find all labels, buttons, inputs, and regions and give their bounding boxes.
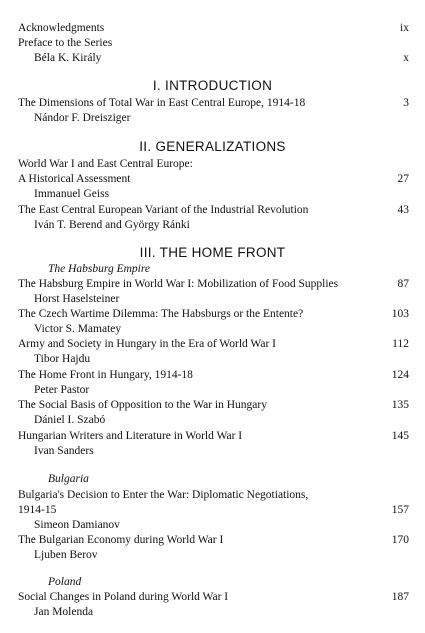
entry-title: Social Changes in Poland during World War I xyxy=(18,591,229,603)
toc-entry[interactable] xyxy=(18,307,409,321)
entry-page: 3 xyxy=(403,97,409,109)
entry-page: 87 xyxy=(397,278,409,290)
subsection-label: Bulgaria xyxy=(48,473,89,485)
subsection-label: Poland xyxy=(48,576,82,588)
toc-entry-author xyxy=(34,413,409,427)
entry-page: 27 xyxy=(397,173,409,185)
toc-entry-acknowledgments[interactable] xyxy=(18,21,409,35)
toc-entry[interactable] xyxy=(18,277,409,291)
entry-author: Nándor F. Dreisziger xyxy=(34,112,131,124)
toc-entry-preface[interactable] xyxy=(18,36,409,50)
section-heading-generalizations: II. GENERALIZATIONS xyxy=(139,139,286,154)
toc-entry-author xyxy=(34,605,409,619)
toc-entry[interactable] xyxy=(18,96,409,110)
subsection-label-habsburg xyxy=(48,262,409,276)
toc-entry-author xyxy=(34,548,409,562)
entry-author: Horst Haselsteiner xyxy=(34,293,120,305)
entry-author: Ljuben Berov xyxy=(34,549,98,561)
toc-entry[interactable] xyxy=(18,337,409,351)
entry-title-line1: World War I and East Central Europe: xyxy=(18,158,193,170)
entry-page: ix xyxy=(400,22,409,34)
toc-entry-author xyxy=(34,218,409,232)
section-heading-introduction: I. INTRODUCTION xyxy=(152,78,273,93)
subsection-label-bulgaria xyxy=(48,472,409,486)
entry-title: Army and Society in Hungary in the Era of World War I xyxy=(18,338,277,350)
toc-entry[interactable] xyxy=(18,398,409,412)
entry-title: The Bulgarian Economy during World War I xyxy=(18,534,224,546)
toc-entry[interactable] xyxy=(18,533,409,547)
toc-entry[interactable] xyxy=(18,503,409,517)
entry-page: 170 xyxy=(391,534,409,546)
entry-title: Hungarian Writers and Literature in World War I xyxy=(18,430,243,442)
entry-title: Preface to the Series xyxy=(18,37,113,49)
entry-page: 103 xyxy=(391,308,409,320)
entry-title-line1: Bulgaria's Decision to Enter the War: Diplomatic Negotiations, xyxy=(18,489,309,501)
toc-entry-author xyxy=(34,383,409,397)
entry-author: Tibor Hajdu xyxy=(34,353,91,365)
toc-entry[interactable] xyxy=(18,368,409,382)
toc-entry-author xyxy=(34,111,409,125)
entry-page: 43 xyxy=(397,204,409,216)
entry-title: The Czech Wartime Dilemma: The Habsburgs or the Entente? xyxy=(18,308,304,320)
entry-title: The East Central European Variant of the Industrial Revolution xyxy=(18,204,309,216)
entry-title: The Social Basis of Opposition to the War in Hungary xyxy=(18,399,267,411)
entry-page: x xyxy=(403,52,409,64)
entry-page: 124 xyxy=(391,369,409,381)
section-heading-home-front: III. THE HOME FRONT xyxy=(139,245,286,260)
entry-title-line2: 1914-15 xyxy=(18,504,57,516)
entry-author: Béla K. Király xyxy=(34,52,102,64)
toc-entry-author xyxy=(34,352,409,366)
toc-entry-author xyxy=(34,518,409,532)
entry-title: The Home Front in Hungary, 1914-18 xyxy=(18,369,193,381)
entry-author: Simeon Damianov xyxy=(34,519,120,531)
toc-entry[interactable] xyxy=(18,488,409,502)
toc-entry[interactable] xyxy=(18,590,409,604)
toc-entry[interactable] xyxy=(18,429,409,443)
entry-title-line2: A Historical Assessment xyxy=(18,173,131,185)
toc-entry-author xyxy=(34,322,409,336)
entry-author: Jan Molenda xyxy=(34,606,94,618)
entry-page: 135 xyxy=(391,399,409,411)
toc-entry[interactable] xyxy=(18,157,409,171)
entry-author: Peter Pastor xyxy=(34,384,90,396)
entry-title: The Habsburg Empire in World War I: Mobilization of Food Supplies xyxy=(18,278,339,290)
subsection-label-poland xyxy=(48,575,409,589)
toc-entry[interactable] xyxy=(18,172,409,186)
entry-author: Immanuel Geiss xyxy=(34,188,110,200)
toc-entry-author xyxy=(34,187,409,201)
toc-entry[interactable] xyxy=(18,203,409,217)
entry-page: 112 xyxy=(392,338,409,350)
toc-entry-author xyxy=(34,444,409,458)
entry-author: Dániel I. Szabó xyxy=(34,414,106,426)
entry-page: 157 xyxy=(391,504,409,516)
entry-page: 187 xyxy=(391,591,409,603)
entry-author: Iván T. Berend and György Ránki xyxy=(34,219,190,231)
entry-title: Acknowledgments xyxy=(18,22,105,34)
toc-entry-author xyxy=(34,292,409,306)
toc-entry-preface-author xyxy=(34,51,409,65)
entry-author: Ivan Sanders xyxy=(34,445,94,457)
entry-author: Victor S. Mamatey xyxy=(34,323,122,335)
entry-page: 145 xyxy=(391,430,409,442)
subsection-label: The Habsburg Empire xyxy=(48,263,151,275)
entry-title: The Dimensions of Total War in East Central Europe, 1914-18 xyxy=(18,97,306,109)
